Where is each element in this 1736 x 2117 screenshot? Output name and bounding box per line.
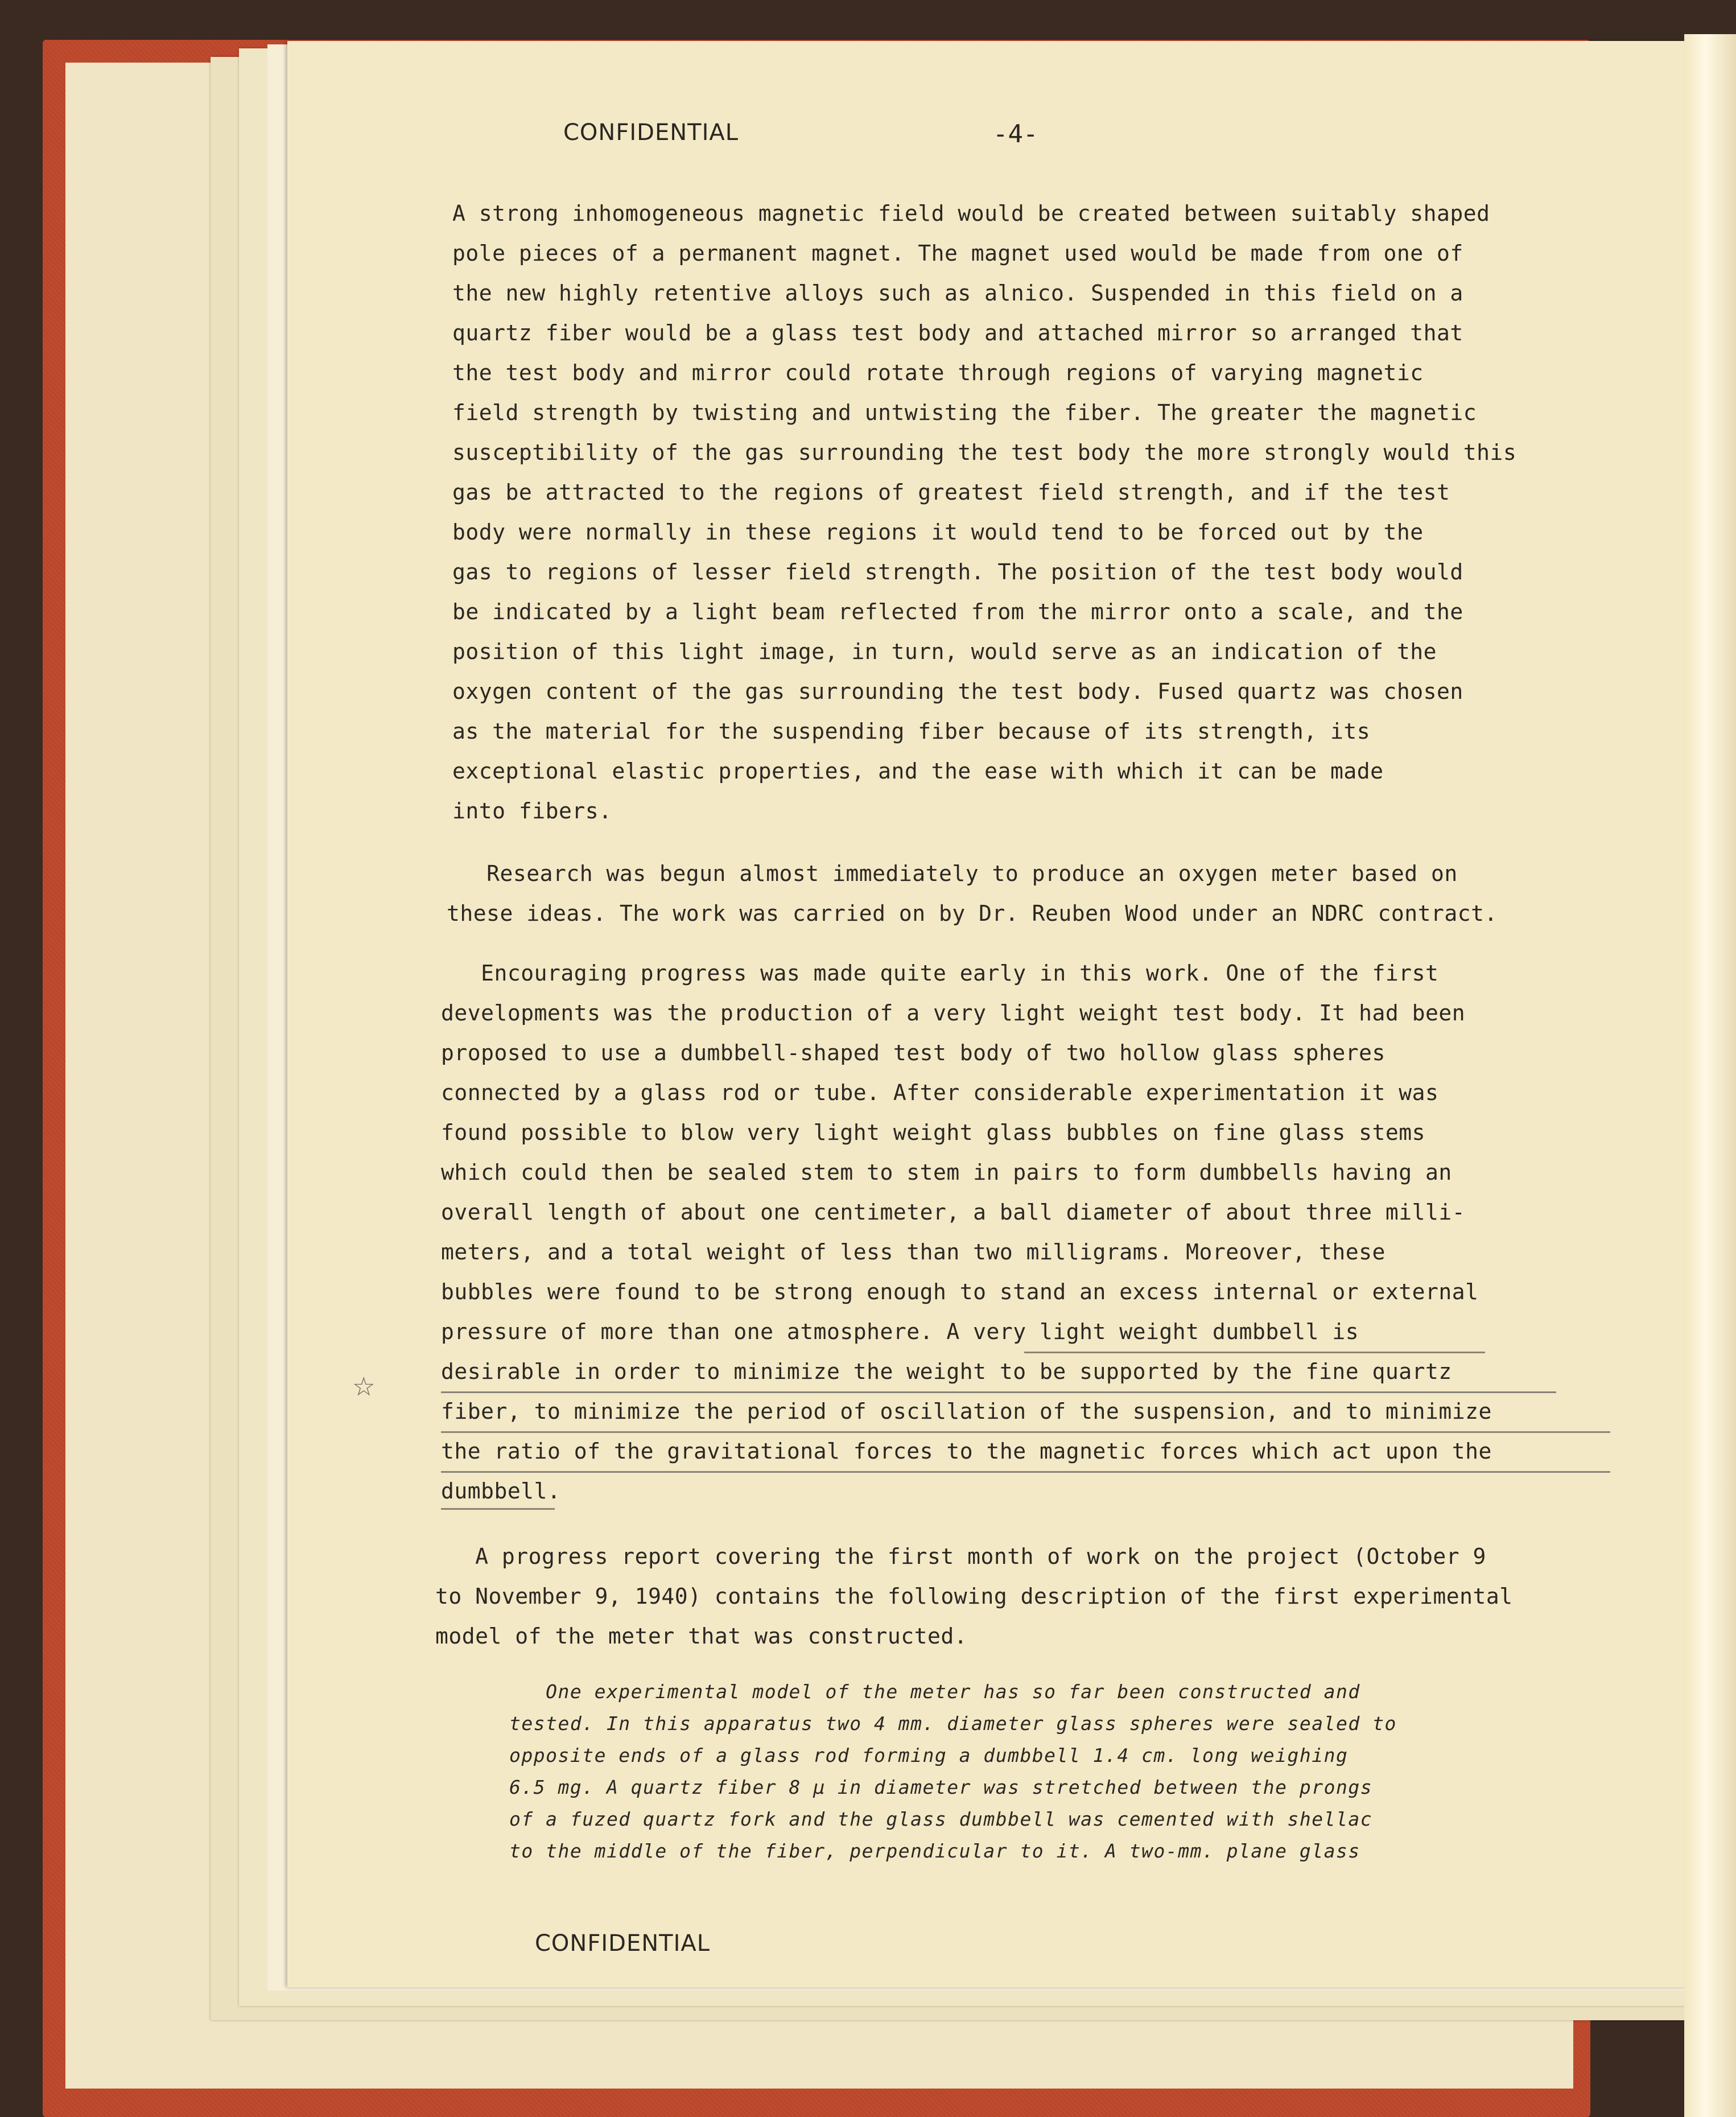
paragraph-3: Encouraging progress was made quite early in this work. One of the first developments was the production of a very light weight test body. It had been proposed to use a dumbbell-shaped test body of two hollow glass spheres connected by a glass rod or tube. After considerable experimentation it was found possible to blow very light weight glass bubbles on fine glass stems which could then be sealed stem to stem in pairs to form dumbbells having an overall length of about one centimeter, a ball diameter of about three milli- meters, and a total weight of less than two milligrams. Moreover, these bubbles were found to be strong enough to stand an excess internal or external pressure of more than one atmosphere. A very light weight dumbbell is desirable in order to minimize the weight to be supported by the fine quartz fiber, to minimize the period of oscillation of the suspension, and to minimize the ratio of the gravitational forces to the magnetic forces which act upon the dumbbell. [441,961,1492,1504]
underline-mark [441,1471,1610,1473]
header-classification: CONFIDENTIAL [563,120,739,146]
underline-mark [441,1391,1556,1393]
underline-mark [1024,1352,1485,1353]
page-number: -4- [993,120,1038,149]
star-margin-mark: ☆ [353,1363,375,1405]
footer-classification: CONFIDENTIAL [535,1930,711,1957]
page-edge-right [1684,34,1736,2117]
paragraph-4: A progress report covering the first month of work on the project (October 9 to November 9, 1940) contains the following description of the first experimental model of the meter that was constructed. [435,1544,1513,1649]
block-quote: One experimental model of the meter has so far been constructed and tested. In this apparatus two 4 mm. diameter glass spheres were sealed to opposite ends of a glass rod forming a dumbbell 1.4 cm. long weighing 6.5 mg. A quartz fiber 8 μ in diameter was stretched between the prongs of a fuzed quartz fork and the glass dumbbell was cemented with shellac to the middle of the fiber, perpendicular to it. A two-mm. plane glass [509,1681,1397,1862]
underline-mark [441,1508,555,1510]
underline-mark [441,1431,1610,1433]
paragraph-1: A strong inhomogeneous magnetic field would be created between suitably shaped pole pieces of a permanent magnet. The magnet used would be made from one of the new highly retentive alloys such as alnico. Suspended in this field on a quartz fiber would be a glass test body and attached mirror so arranged that the test body and mirror could rotate through regions of varying magnetic field strength by twisting and untwisting the fiber. The greater the magnetic susceptibility of the gas surrounding the test body the more strongly would this gas be attracted to the regions of greatest field strength, and if the test body were normally in these regions it would tend to be forced out by the gas to regions of lesser field strength. The position of the test body would be indicated by a light beam reflected from the mirror onto a scale, and the position of this light image, in turn, would serve as an indication of the oxygen content of the gas surrounding the test body. Fused quartz was chosen as the material for the suspending fiber because of its strength, its exceptional elastic properties, and the ease with which it can be made into fibers. [452,201,1517,823]
paragraph-2: Research was begun almost immediately to produce an oxygen meter based on these ideas. The work was carried on by Dr. Reuben Wood under an NDRC contract. [447,861,1498,926]
